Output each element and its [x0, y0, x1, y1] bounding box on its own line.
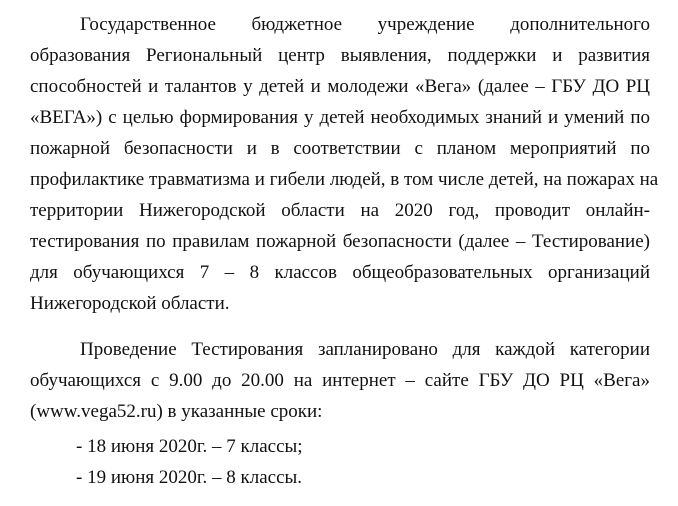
paragraph-line: обучающихся с 9.00 до 20.00 на интернет – сайте ГБУ ДО РЦ «Вега»: [30, 370, 650, 391]
paragraph-line: «ВЕГА») с целью формирования у детей необходимых знаний и умений по: [30, 107, 650, 128]
paragraph-line: (www.vega52.ru) в указанные сроки:: [30, 401, 323, 422]
paragraph-line: для обучающихся 7 – 8 классов общеобразовательных организаций: [30, 262, 650, 283]
paragraph-line: Проведение Тестирования запланировано для каждой категории: [80, 339, 650, 360]
paragraph-line: тестирования по правилам пожарной безопасности (далее – Тестирование): [30, 231, 650, 252]
paragraph-line: Нижегородской области.: [30, 293, 230, 314]
schedule-item: - 19 июня 2020г. – 8 классы.: [76, 467, 303, 488]
paragraph-line: Государственное бюджетное учреждение дополнительного: [80, 14, 650, 35]
paragraph-line: профилактике травматизма и гибели людей, в том числе детей, на пожарах на: [30, 169, 659, 190]
paragraph-line: способностей и талантов у детей и молодежи «Вега» (далее – ГБУ ДО РЦ: [30, 76, 650, 97]
schedule-item: - 18 июня 2020г. – 7 классы;: [76, 436, 303, 457]
paragraph-line: территории Нижегородской области на 2020 год, проводит онлайн-: [30, 200, 650, 221]
paragraph-line: образования Региональный центр выявления, поддержки и развития: [30, 45, 650, 66]
paragraph-line: пожарной безопасности и в соответствии с планом мероприятий по: [30, 138, 650, 159]
